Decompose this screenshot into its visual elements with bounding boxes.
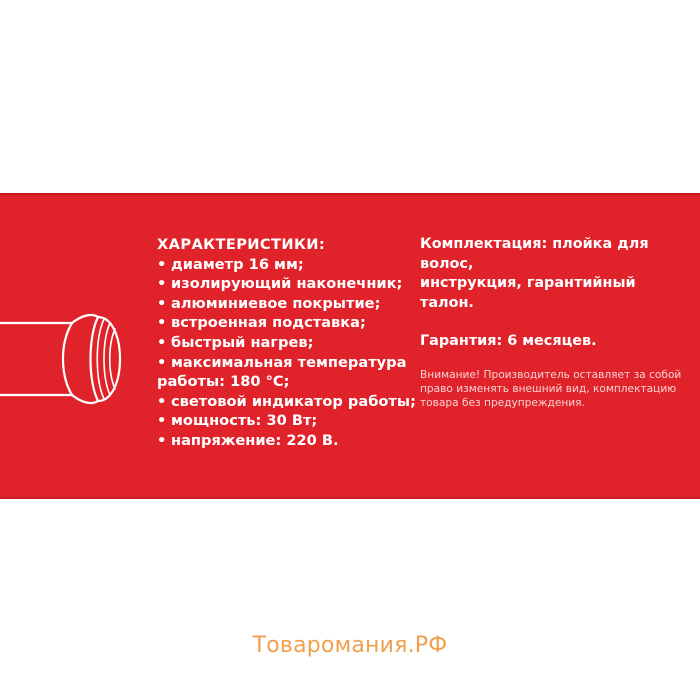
specs-block [157, 235, 416, 451]
bullet: • [157, 275, 167, 293]
spec-item-heating [157, 333, 407, 353]
spec-item-indicator [157, 392, 416, 412]
bullet: • [157, 353, 167, 371]
spec-text: напряжение: 220 В. [171, 431, 339, 449]
package-contents [420, 235, 692, 313]
spec-item-power [157, 411, 407, 431]
spec-item-diameter [157, 255, 407, 275]
red-band [0, 193, 700, 499]
bullet: • [157, 294, 167, 312]
manufacturer-notice [420, 368, 692, 410]
bullet: • [157, 333, 167, 351]
spec-text: работы: 180 °С; [157, 373, 290, 391]
spec-item-max-temp [157, 353, 407, 373]
bullet: • [157, 392, 167, 410]
spec-text: алюминиевое покрытие; [171, 294, 381, 312]
spec-text: быстрый нагрев; [171, 333, 314, 351]
spec-item-voltage [157, 431, 407, 451]
watermark: Товаромания.РФ [252, 633, 448, 658]
bullet: • [157, 412, 167, 430]
spec-item-max-temp-cont [157, 372, 407, 392]
bullet: • [157, 431, 167, 449]
notice-line-1: Внимание! Производитель оставляет за собой [420, 368, 682, 381]
spec-text: световой индикатор работы; [171, 392, 416, 410]
spec-text: мощность: 30 Вт; [171, 412, 318, 430]
spec-text: встроенная подставка; [171, 314, 366, 332]
notice-line-3: товара без предупреждения. [420, 396, 585, 409]
warranty: Гарантия: 6 месяцев. [420, 333, 597, 350]
spec-text: изолирующий наконечник; [171, 275, 403, 293]
spec-item-stand [157, 313, 407, 333]
spec-item-tip [157, 274, 407, 294]
bullet: • [157, 255, 167, 273]
spec-item-coating [157, 294, 407, 314]
right-column [420, 235, 692, 410]
bullet: • [157, 314, 167, 332]
package-contents-line-1: Комплектация: плойка для волос, [420, 236, 649, 272]
spec-text: диаметр 16 мм; [171, 255, 304, 273]
notice-line-2: право изменять внешний вид, комплектацию [420, 382, 677, 395]
curler-outline-illustration [0, 303, 140, 423]
package-contents-line-2: инструкция, гарантийный талон. [420, 275, 636, 311]
spec-text: максимальная температура [171, 353, 407, 371]
specs-title: ХАРАКТЕРИСТИКИ: [157, 236, 326, 253]
